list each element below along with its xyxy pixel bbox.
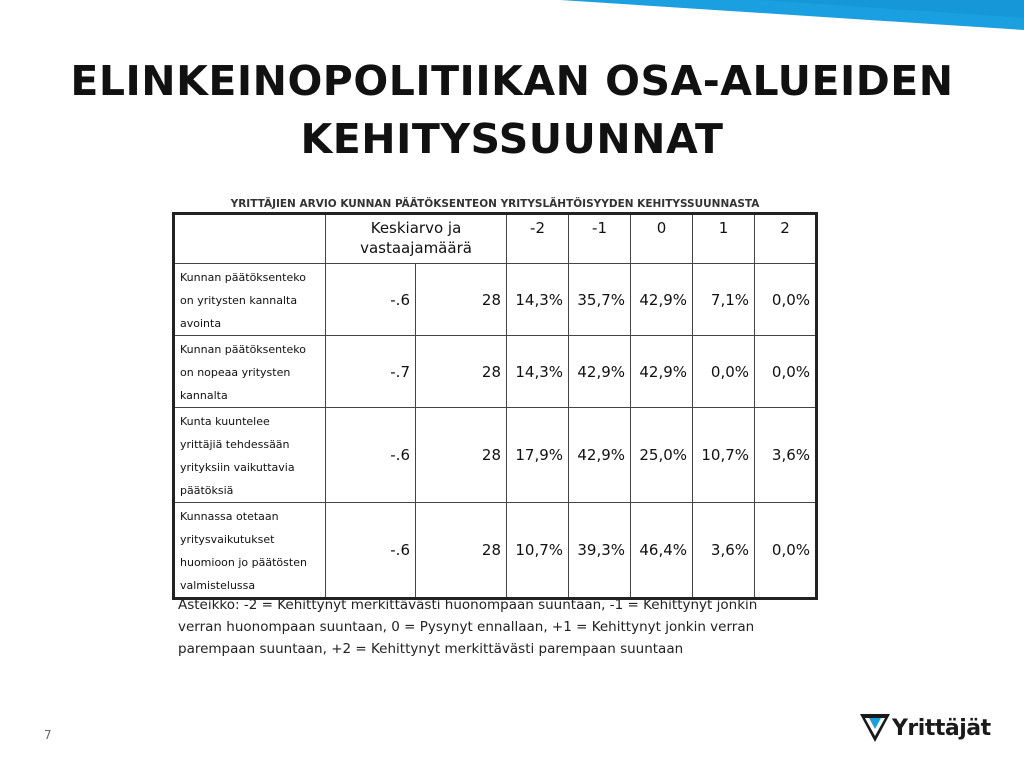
row-label-line: huomioon jo päätösten [180,556,307,569]
mean-cell: -.6 [326,264,416,336]
row-label-line: Kunnassa otetaan [180,510,279,523]
row-label-line: kannalta [180,389,228,402]
pct-cell: 42,9% [569,336,631,408]
pct-cell: 0,0% [755,264,817,336]
row-label [174,336,326,408]
header-row [174,214,817,264]
table-row [174,408,817,503]
row-label [174,408,326,503]
pct-cell: 42,9% [631,336,693,408]
pct-cell: 14,3% [507,264,569,336]
scale-note-line: verran huonompaan suuntaan, 0 = Pysynyt ennallaan, +1 = Kehittynyt jonkin verran [178,619,755,635]
page-number: 7 [44,728,52,742]
table-row [174,503,817,599]
pct-cell: 39,3% [569,503,631,599]
row-label-line: päätöksiä [180,484,234,497]
header-scale-0: 0 [631,214,693,264]
pct-cell: 3,6% [755,408,817,503]
mean-cell: -.6 [326,408,416,503]
header-stub [174,214,326,264]
logo-text: Yrittäjät [892,715,991,741]
row-label-line: Kunnan päätöksenteko [180,271,306,284]
results-table [172,212,818,600]
row-label-line: Kunta kuuntelee [180,415,270,428]
pct-cell: 7,1% [693,264,755,336]
row-label-line: avointa [180,317,222,330]
row-label-line: yrityksiin vaikuttavia [180,461,295,474]
table-row [174,336,817,408]
brand-logo [860,714,991,742]
header-scale-minus-1: -1 [569,214,631,264]
pct-cell: 25,0% [631,408,693,503]
pct-cell: 42,9% [631,264,693,336]
scale-note [178,594,798,660]
pct-cell: 14,3% [507,336,569,408]
header-scale-2: 2 [755,214,817,264]
pct-cell: 46,4% [631,503,693,599]
count-cell: 28 [416,408,507,503]
mean-cell: -.7 [326,336,416,408]
row-label [174,503,326,599]
count-cell: 28 [416,336,507,408]
row-label-line: Kunnan päätöksenteko [180,343,306,356]
count-cell: 28 [416,503,507,599]
header-scale-minus-2: -2 [507,214,569,264]
accent-band [0,0,1024,50]
row-label-line: valmistelussa [180,579,256,592]
row-label-line: yrittäjiä tehdessään [180,438,290,451]
header-scale-1: 1 [693,214,755,264]
scale-note-line: Asteikko: -2 = Kehittynyt merkittävästi huonompaan suuntaan, -1 = Kehittynyt jonkin [178,597,758,613]
pct-cell: 0,0% [693,336,755,408]
header-mean-and-count: Keskiarvo ja vastaajamäärä [326,214,507,264]
table-row [174,264,817,336]
yrittajat-logo-icon [860,714,890,742]
pct-cell: 42,9% [569,408,631,503]
pct-cell: 35,7% [569,264,631,336]
count-cell: 28 [416,264,507,336]
scale-note-line: parempaan suuntaan, +2 = Kehittynyt merkittävästi parempaan suuntaan [178,641,684,657]
row-label-line: on nopeaa yritysten [180,366,291,379]
row-label-line: on yritysten kannalta [180,294,298,307]
pct-cell: 0,0% [755,336,817,408]
slide-title [40,52,984,168]
pct-cell: 3,6% [693,503,755,599]
slide-title-line-1: ELINKEINOPOLITIIKAN OSA-ALUEIDEN [70,57,954,105]
pct-cell: 10,7% [693,408,755,503]
pct-cell: 10,7% [507,503,569,599]
pct-cell: 17,9% [507,408,569,503]
row-label-line: yritysvaikutukset [180,533,275,546]
slide-title-line-2: KEHITYSSUUNNAT [300,115,724,163]
mean-cell: -.6 [326,503,416,599]
table-caption: YRITTÄJIEN ARVIO KUNNAN PÄÄTÖKSENTEON YRITYSLÄHTÖISYYDEN KEHITYSSUUNNASTA [230,198,760,210]
row-label [174,264,326,336]
pct-cell: 0,0% [755,503,817,599]
